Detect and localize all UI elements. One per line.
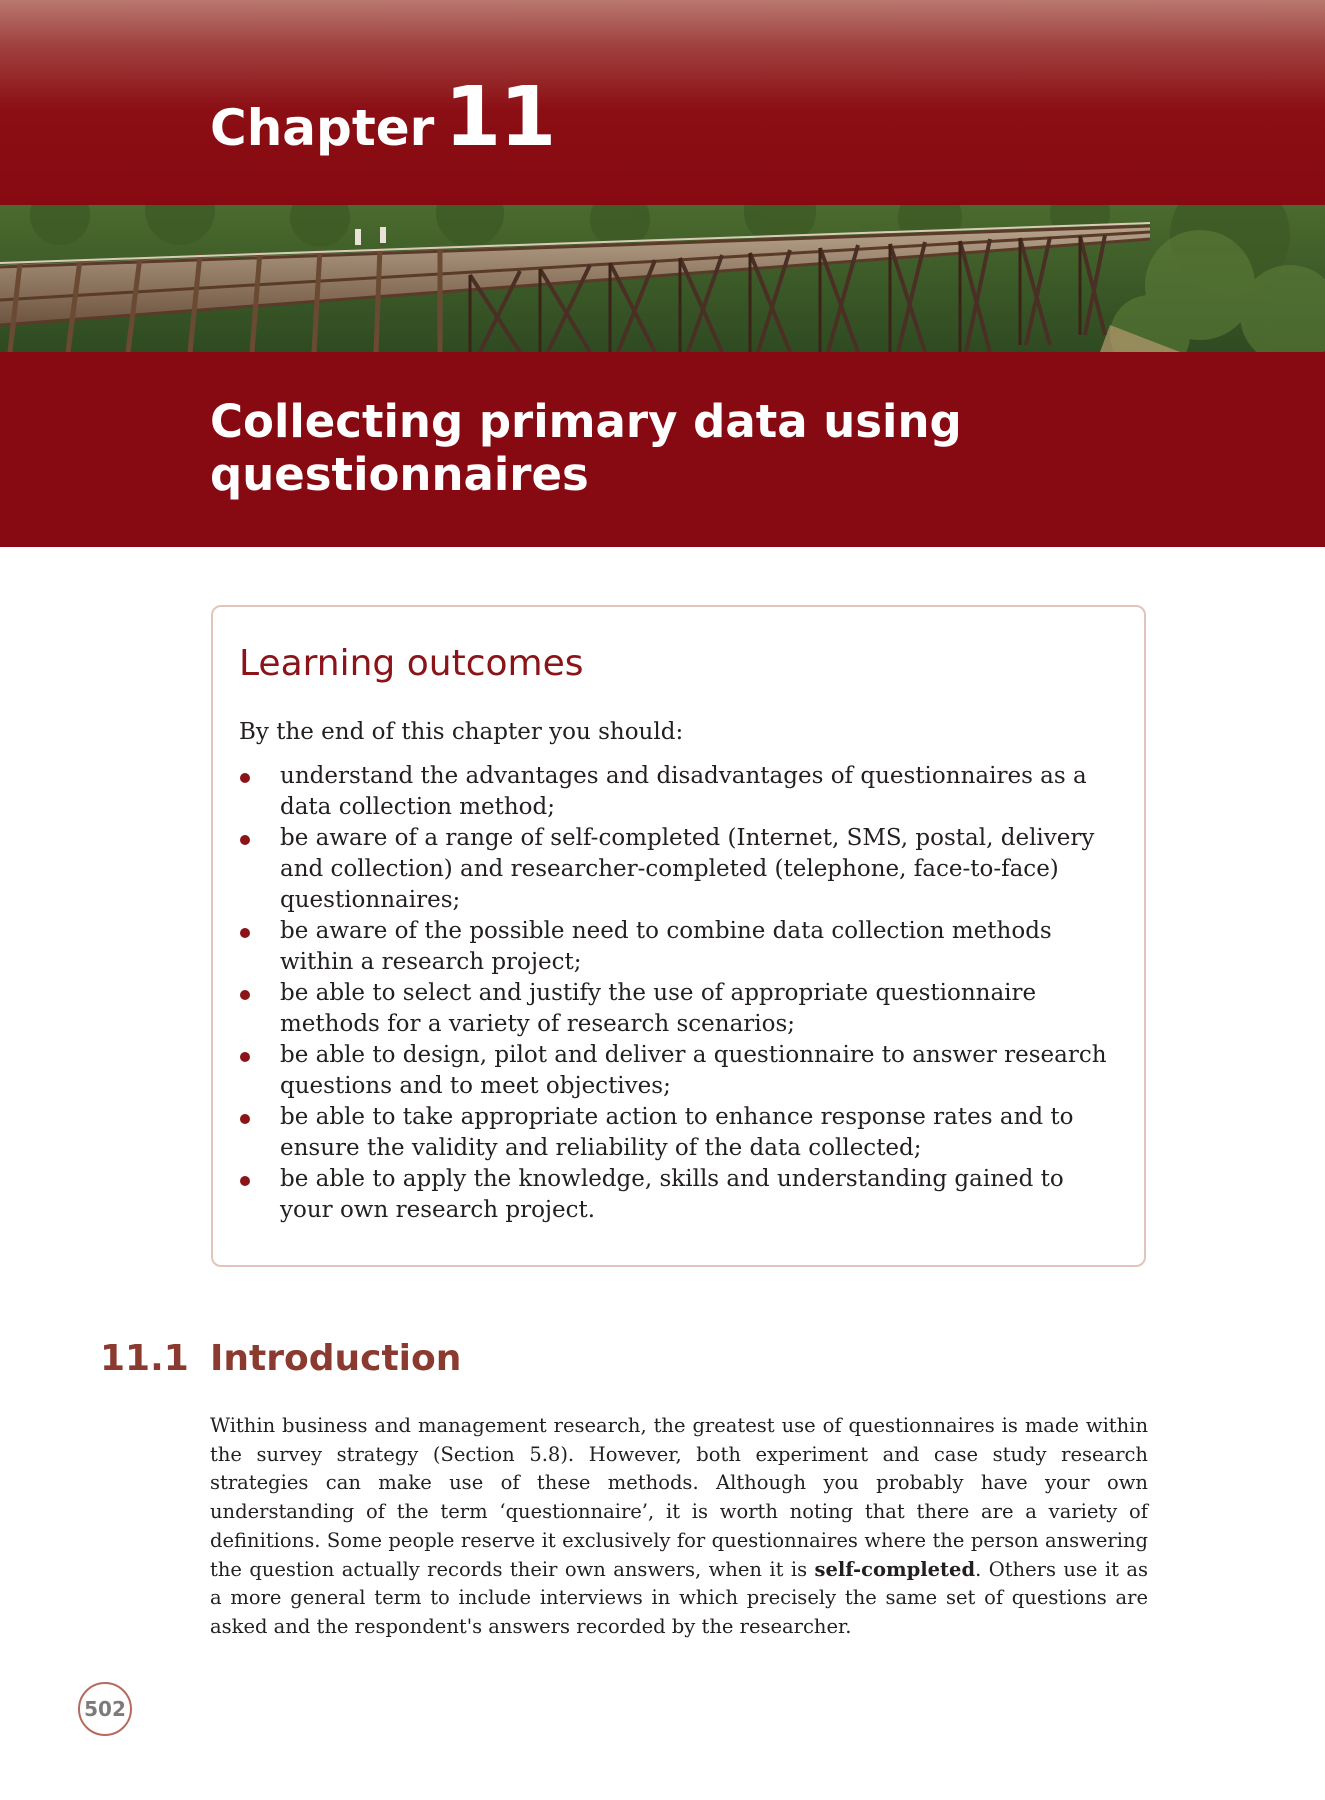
- section-title: Introduction: [210, 1338, 462, 1379]
- bullet-icon: [240, 1176, 250, 1186]
- learning-outcome-text: be able to design, pilot and deliver a questionnaire to answer research questions and to meet objectives;: [280, 1042, 1107, 1099]
- page-number: 502: [78, 1682, 132, 1736]
- learning-outcome-item: [239, 1040, 1119, 1102]
- learning-outcomes-list: [239, 761, 1119, 1226]
- bullet-icon: [240, 928, 250, 938]
- learning-outcome-text: be aware of the possible need to combine data collection methods within a research project;: [280, 918, 1052, 975]
- learning-outcome-item: [239, 1102, 1119, 1164]
- learning-outcome-item: [239, 761, 1119, 823]
- bullet-icon: [240, 1052, 250, 1062]
- chapter-header-band: [0, 0, 1325, 205]
- learning-outcomes-intro: By the end of this chapter you should:: [239, 719, 684, 745]
- bullet-icon: [240, 1114, 250, 1124]
- learning-outcome-item: [239, 916, 1119, 978]
- trestle-bridge-illustration: [0, 205, 1325, 352]
- bullet-icon: [240, 773, 250, 783]
- paragraph-bold-term: self-completed: [814, 1557, 976, 1581]
- chapter-number: 11: [444, 70, 555, 165]
- learning-outcome-text: be aware of a range of self-completed (Internet, SMS, postal, delivery and collection) and researcher-completed (telephone, face-to-face) questionnaires;: [280, 825, 1095, 913]
- chapter-title: Collecting primary data using questionnaires: [210, 395, 962, 501]
- section-number: 11.1: [100, 1338, 189, 1379]
- learning-outcome-text: understand the advantages and disadvantages of questionnaires as a data collection method;: [280, 763, 1087, 820]
- chapter-word: Chapter: [210, 99, 435, 157]
- learning-outcome-text: be able to apply the knowledge, skills and understanding gained to your own research project.: [280, 1166, 1064, 1223]
- learning-outcome-item: [239, 1164, 1119, 1226]
- learning-outcomes-heading: Learning outcomes: [239, 643, 584, 684]
- bullet-icon: [240, 990, 250, 1000]
- learning-outcome-item: [239, 823, 1119, 916]
- paragraph-text-start: Within business and management research, the greatest use of questionnaires is made within the survey strategy (Section 5.8). However, both experiment and case study research strategies can make use of these methods. Although you probably have your own understanding of the term ‘questionnaire’, it is worth noting that there are a variety of definitions. Some people reserve it exclusively for questionnaires where the person answering the question actually records their own answers, when it is: [210, 1414, 1148, 1581]
- learning-outcome-item: [239, 978, 1119, 1040]
- learning-outcomes-box: [211, 605, 1146, 1267]
- introduction-paragraph: [210, 1412, 1148, 1642]
- bullet-icon: [240, 835, 250, 845]
- paragraph-text-end: . Others use it as a more general term to include interviews in which precisely the same set of questions are asked and the respondent's answers recorded by the researcher.: [210, 1557, 1148, 1638]
- learning-outcome-text: be able to select and justify the use of appropriate questionnaire methods for a variety of research scenarios;: [280, 980, 1037, 1037]
- bridge-photo: [0, 205, 1325, 352]
- chapter-label: [210, 70, 554, 165]
- learning-outcome-text: be able to take appropriate action to enhance response rates and to ensure the validity and reliability of the data collected;: [280, 1104, 1074, 1161]
